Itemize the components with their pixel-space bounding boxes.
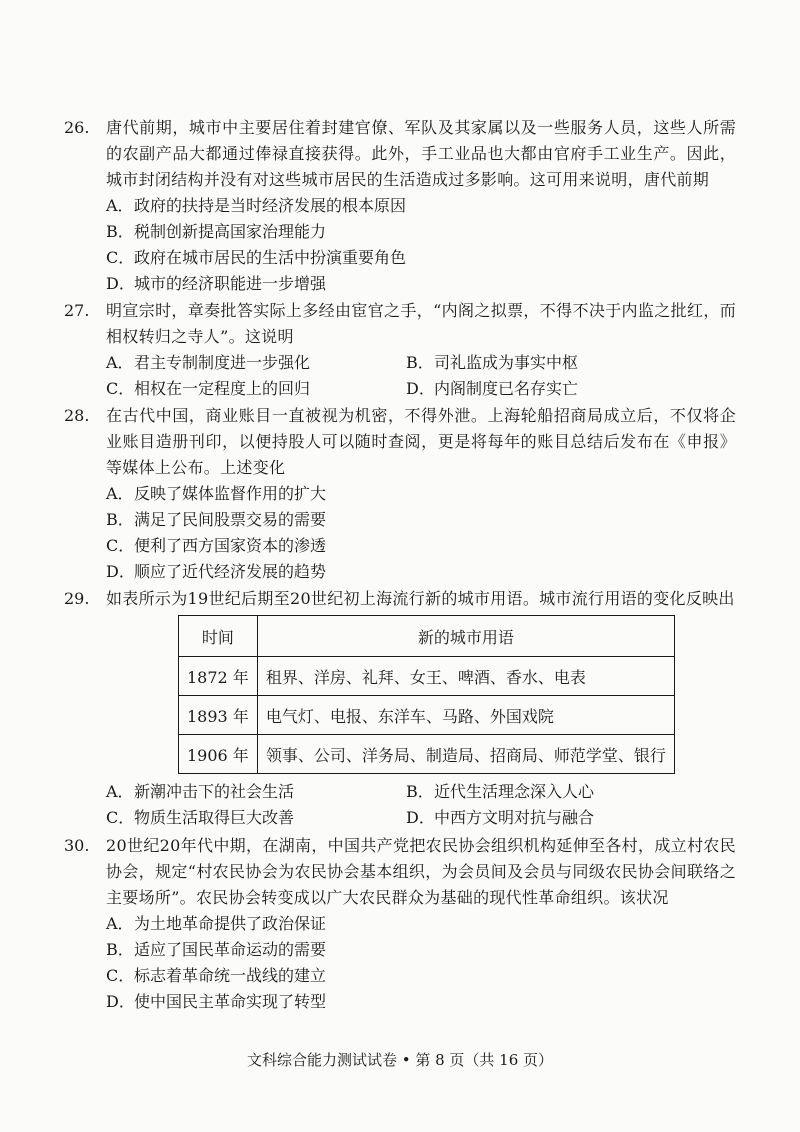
table-row [179, 696, 675, 735]
option-d: D．顺应了近代经济发展的趋势 [106, 562, 327, 581]
option-c: C．相权在一定程度上的回归 [106, 379, 311, 398]
question-stem: 如表所示为19世纪后期至20世纪初上海流行新的城市用语。城市流行用语的变化反映出 [106, 589, 735, 608]
question-27 [64, 298, 736, 402]
question-number: 27. [64, 301, 90, 320]
table-cell-terms: 领事、公司、洋务局、制造局、招商局、师范学堂、银行 [257, 735, 674, 774]
option-b: B．税制创新提高国家治理能力 [106, 222, 327, 241]
question-number: 28. [64, 406, 90, 425]
city-terms-table [178, 615, 675, 774]
option-a: A．君主专制制度进一步强化 [106, 353, 311, 372]
column-header-time: 时间 [179, 616, 258, 657]
table-cell-year: 1906 年 [179, 735, 258, 774]
table-cell-year: 1893 年 [179, 696, 258, 735]
option-a: A．为土地革命提供了政治保证 [106, 914, 327, 933]
option-b: B．司礼监成为事实中枢 [406, 353, 579, 372]
table-row [179, 735, 675, 774]
option-a: A．政府的扶持是当时经济发展的根本原因 [106, 196, 407, 215]
question-28 [64, 403, 736, 585]
question-stem: 20世纪20年代中期，在湖南，中国共产党把农民协会组织机构延伸至各村，成立村农民协会，规定“村农民协会为农民协会基本组织，为会员间及会员与同级农民协会间联络之主要场所”。农民协会转变成以广大农民群众为基础的现代性革命组织。该状况 [106, 836, 736, 907]
option-c: C．便利了西方国家资本的渗透 [106, 536, 327, 555]
table-cell-year: 1872 年 [179, 657, 258, 696]
question-number: 26. [64, 118, 90, 137]
option-c: C．政府在城市居民的生活中扮演重要角色 [106, 248, 407, 267]
option-b: B．满足了民间股票交易的需要 [106, 510, 327, 529]
option-b: B．近代生活理念深入人心 [406, 782, 595, 801]
option-a: A．反映了媒体监督作用的扩大 [106, 484, 327, 503]
question-number: 30. [64, 836, 90, 855]
column-header-terms: 新的城市用语 [257, 616, 674, 657]
table-row [179, 657, 675, 696]
question-29-options [106, 779, 736, 831]
option-d: D．内阁制度已名存实亡 [406, 379, 579, 398]
option-c: C．标志着革命统一战线的建立 [106, 966, 327, 985]
question-stem: 明宣宗时，章奏批答实际上多经由宦官之手，“内阁之拟票，不得不决于内监之批红，而相权转归之寺人”。这说明 [106, 301, 736, 346]
option-b: B．适应了国民革命运动的需要 [106, 940, 327, 959]
page-footer: 文科综合能力测试试卷 • 第 8 页（共 16 页） [246, 1051, 554, 1069]
option-c: C．物质生活取得巨大改善 [106, 808, 295, 827]
question-26 [64, 115, 736, 297]
question-stem: 在古代中国，商业账目一直被视为机密，不得外泄。上海轮船招商局成立后，不仅将企业账目造册刊印，以便持股人可以随时查阅，更是将每年的账目总结后发布在《申报》等媒体上公布。上述变化 [106, 406, 736, 477]
table-header-row [179, 616, 675, 657]
option-d: D．使中国民主革命实现了转型 [106, 992, 327, 1011]
question-29 [64, 586, 736, 612]
option-a: A．新潮冲击下的社会生活 [106, 782, 295, 801]
option-d: D．中西方文明对抗与融合 [406, 808, 595, 827]
question-30 [64, 833, 736, 1015]
table-cell-terms: 租界、洋房、礼拜、女王、啤酒、香水、电表 [257, 657, 674, 696]
option-d: D．城市的经济职能进一步增强 [106, 274, 327, 293]
question-number: 29. [64, 589, 90, 608]
table-cell-terms: 电气灯、电报、东洋车、马路、外国戏院 [257, 696, 674, 735]
question-stem: 唐代前期，城市中主要居住着封建官僚、军队及其家属以及一些服务人员，这些人所需的农副产品大都通过俸禄直接获得。此外，手工业品也大都由官府手工业生产。因此，城市封闭结构并没有对这些城市居民的生活造成过多影响。这可用来说明，唐代前期 [106, 118, 736, 189]
